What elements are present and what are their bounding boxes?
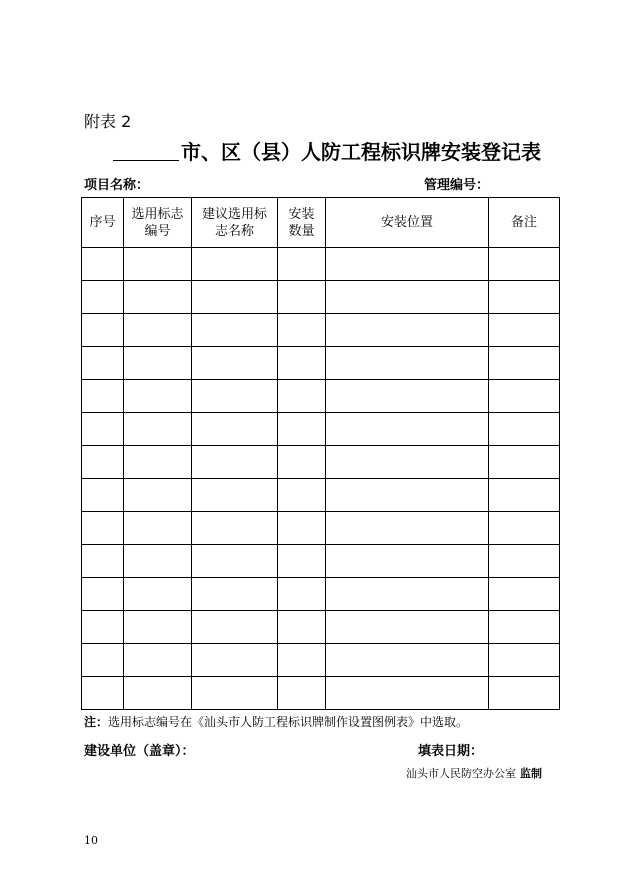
form-title: [113, 136, 541, 165]
table-cell[interactable]: [489, 281, 560, 314]
table-cell[interactable]: [278, 380, 326, 413]
col-header-remarks: 备注: [489, 198, 560, 248]
table-cell[interactable]: [489, 578, 560, 611]
table-cell[interactable]: [326, 347, 489, 380]
table-cell[interactable]: [278, 413, 326, 446]
table-cell[interactable]: [192, 512, 278, 545]
table-cell[interactable]: [82, 545, 124, 578]
col-header-serial: 序号: [82, 198, 124, 248]
table-cell[interactable]: [489, 644, 560, 677]
table-cell[interactable]: [124, 281, 192, 314]
table-cell[interactable]: [278, 314, 326, 347]
table-cell[interactable]: [124, 347, 192, 380]
table-cell[interactable]: [124, 578, 192, 611]
table-cell[interactable]: [124, 545, 192, 578]
table-cell[interactable]: [326, 512, 489, 545]
table-cell[interactable]: [192, 413, 278, 446]
table-cell[interactable]: [192, 545, 278, 578]
table-row: [82, 479, 560, 512]
table-cell[interactable]: [82, 281, 124, 314]
table-cell[interactable]: [278, 446, 326, 479]
table-cell[interactable]: [489, 512, 560, 545]
table-cell[interactable]: [278, 677, 326, 710]
table-cell[interactable]: [192, 578, 278, 611]
table-cell[interactable]: [326, 611, 489, 644]
table-cell[interactable]: [192, 677, 278, 710]
construction-unit-label: 建设单位（盖章）：: [84, 744, 195, 759]
table-row: [82, 446, 560, 479]
table-cell[interactable]: [124, 479, 192, 512]
table-cell[interactable]: [82, 644, 124, 677]
supervisor-role: 监制: [520, 767, 542, 780]
table-cell[interactable]: [489, 446, 560, 479]
table-cell[interactable]: [489, 611, 560, 644]
table-cell[interactable]: [278, 479, 326, 512]
table-row: [82, 248, 560, 281]
table-cell[interactable]: [82, 380, 124, 413]
fill-date-label: 填表日期：: [418, 744, 484, 759]
table-cell[interactable]: [326, 578, 489, 611]
table-cell[interactable]: [192, 479, 278, 512]
table-cell[interactable]: [278, 611, 326, 644]
table-cell[interactable]: [124, 314, 192, 347]
table-row: [82, 677, 560, 710]
table-row: [82, 644, 560, 677]
table-cell[interactable]: [192, 248, 278, 281]
table-cell[interactable]: [124, 446, 192, 479]
table-cell[interactable]: [124, 248, 192, 281]
city-blank-line[interactable]: [113, 142, 179, 161]
table-cell[interactable]: [124, 413, 192, 446]
table-cell[interactable]: [278, 545, 326, 578]
table-cell[interactable]: [278, 512, 326, 545]
table-cell[interactable]: [278, 281, 326, 314]
table-cell[interactable]: [489, 248, 560, 281]
table-cell[interactable]: [489, 413, 560, 446]
table-row: [82, 413, 560, 446]
table-row: [82, 314, 560, 347]
table-cell[interactable]: [326, 446, 489, 479]
table-cell[interactable]: [124, 380, 192, 413]
col-header-location: 安装位置: [326, 198, 489, 248]
table-note: [84, 713, 468, 730]
note-text: 选用标志编号在《汕头市人防工程标识牌制作设置图例表》中选取。: [108, 715, 469, 729]
table-cell[interactable]: [489, 380, 560, 413]
appendix-label: 附表 2: [84, 112, 132, 131]
table-cell[interactable]: [278, 248, 326, 281]
table-cell[interactable]: [82, 677, 124, 710]
table-cell[interactable]: [82, 347, 124, 380]
supervisor-org: 汕头市人民防空办公室: [406, 767, 516, 780]
table-cell[interactable]: [489, 347, 560, 380]
table-cell[interactable]: [278, 578, 326, 611]
table-cell[interactable]: [326, 545, 489, 578]
table-cell[interactable]: [192, 644, 278, 677]
management-number-label: 管理编号：: [424, 178, 490, 193]
table-row: [82, 380, 560, 413]
supervisor-line: [406, 765, 542, 781]
table-row: [82, 578, 560, 611]
table-cell[interactable]: [326, 413, 489, 446]
table-cell[interactable]: [192, 446, 278, 479]
table-cell[interactable]: [278, 347, 326, 380]
table-cell[interactable]: [82, 479, 124, 512]
table-cell[interactable]: [326, 479, 489, 512]
table-cell[interactable]: [124, 611, 192, 644]
table-cell[interactable]: [326, 644, 489, 677]
table-cell[interactable]: [82, 512, 124, 545]
table-cell[interactable]: [82, 578, 124, 611]
table-cell[interactable]: [124, 512, 192, 545]
table-cell[interactable]: [489, 314, 560, 347]
form-title-text: 市、区（县）人防工程标识牌安装登记表: [181, 140, 541, 164]
table-cell[interactable]: [489, 545, 560, 578]
table-cell[interactable]: [124, 644, 192, 677]
table-cell[interactable]: [124, 677, 192, 710]
col-header-quantity: 安装 数量: [278, 198, 326, 248]
table-cell[interactable]: [192, 281, 278, 314]
table-row: [82, 281, 560, 314]
table-row: [82, 545, 560, 578]
table-cell[interactable]: [82, 611, 124, 644]
registration-table: [81, 197, 560, 710]
table-cell[interactable]: [192, 611, 278, 644]
table-cell[interactable]: [326, 380, 489, 413]
table-cell[interactable]: [82, 413, 124, 446]
table-header-row: [82, 198, 560, 248]
table-cell[interactable]: [326, 314, 489, 347]
table-cell[interactable]: [278, 644, 326, 677]
table-row: [82, 611, 560, 644]
table-cell[interactable]: [489, 479, 560, 512]
project-name-label: 项目名称：: [84, 178, 150, 193]
col-header-sign-code: 选用标志 编号: [124, 198, 192, 248]
table-cell[interactable]: [82, 248, 124, 281]
table-cell[interactable]: [326, 248, 489, 281]
table-cell[interactable]: [192, 380, 278, 413]
col-header-sign-name: 建议选用标 志名称: [192, 198, 278, 248]
table-row: [82, 347, 560, 380]
table-cell[interactable]: [326, 281, 489, 314]
table-cell[interactable]: [82, 314, 124, 347]
note-prefix: 注：: [84, 715, 109, 729]
table-cell[interactable]: [326, 677, 489, 710]
table-cell[interactable]: [192, 347, 278, 380]
table-cell[interactable]: [82, 446, 124, 479]
table-cell[interactable]: [192, 314, 278, 347]
page-number: 10: [84, 834, 98, 847]
table-row: [82, 512, 560, 545]
table-cell[interactable]: [489, 677, 560, 710]
